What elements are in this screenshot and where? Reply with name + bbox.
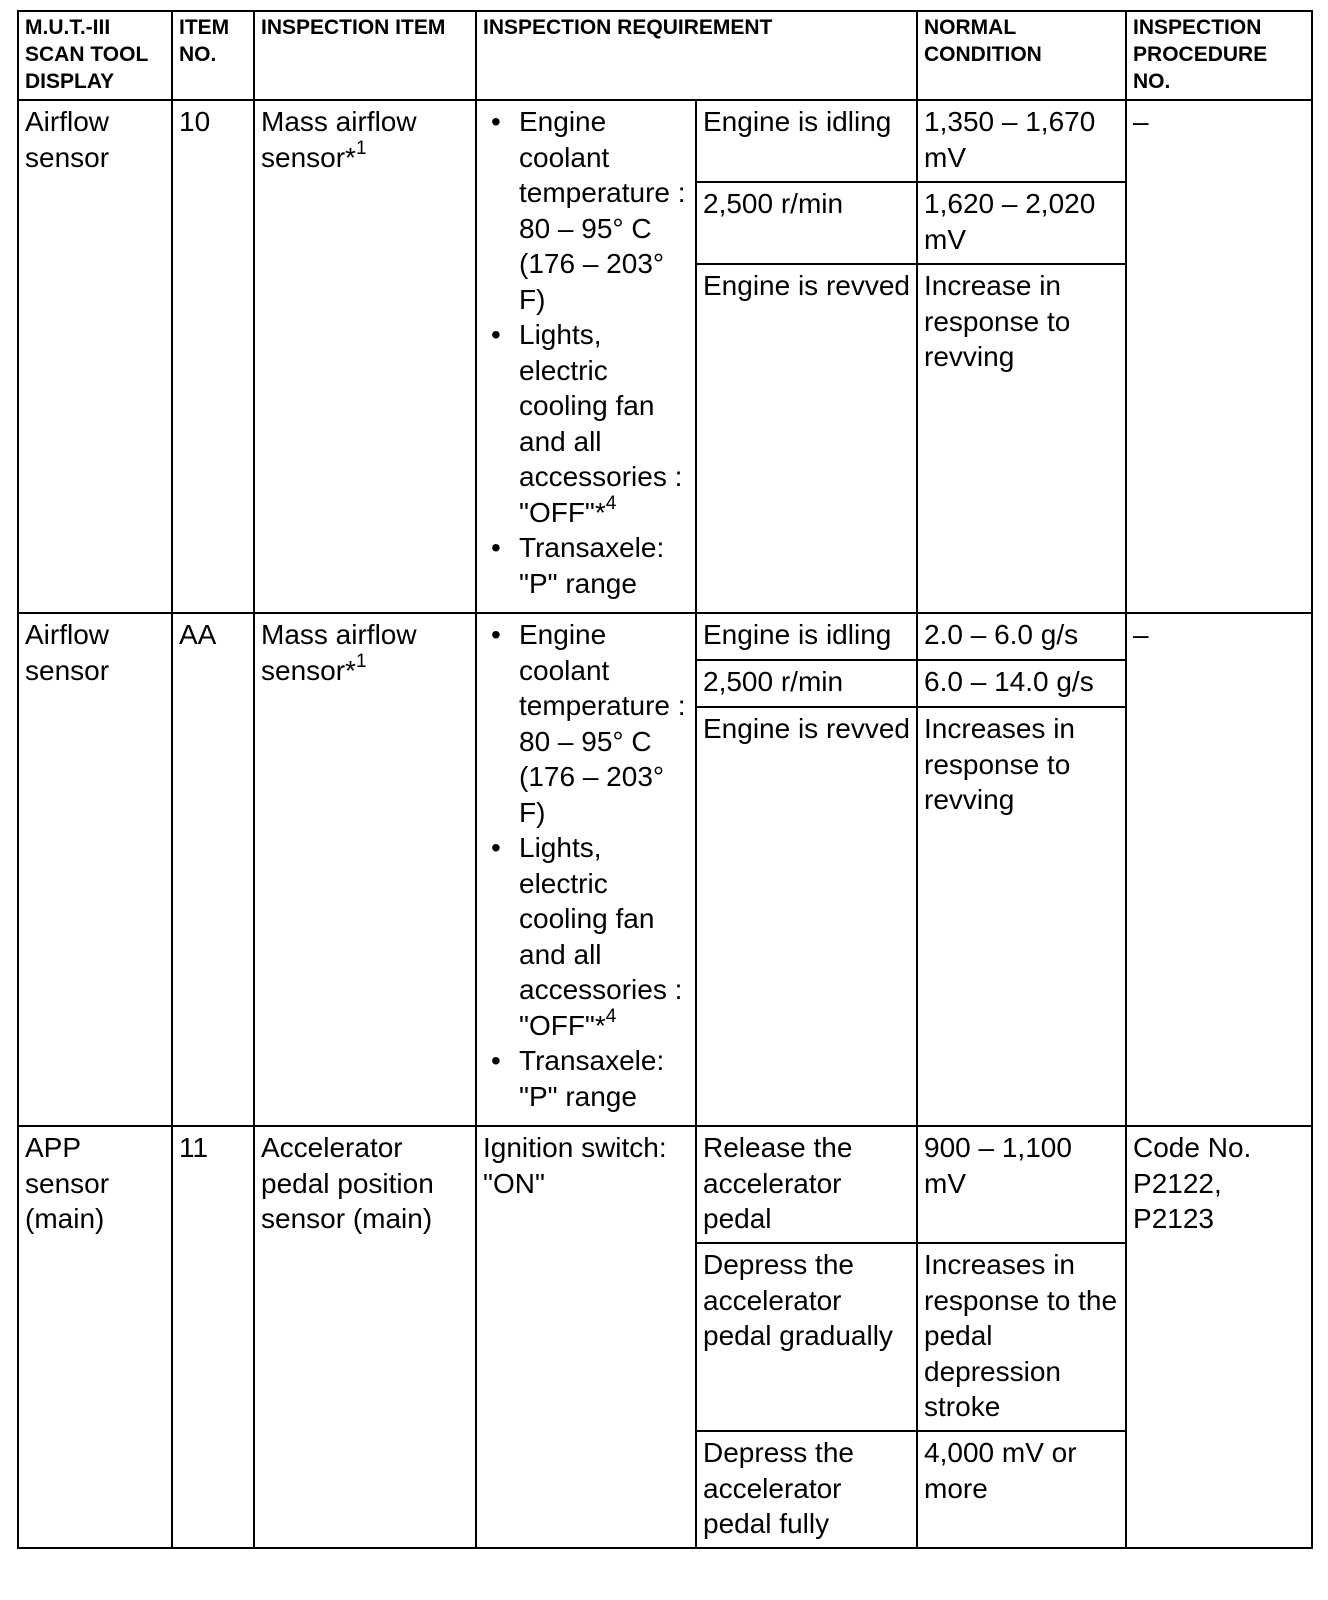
bullet-icon: • <box>491 532 501 563</box>
inspection-item-cell <box>254 100 476 613</box>
normal-condition-cell: 6.0 – 14.0 g/s <box>917 660 1126 707</box>
header-procedure-no: INSPECTION PROCEDURE NO. <box>1126 11 1312 100</box>
footnote-marker: 1 <box>355 137 367 159</box>
list-item <box>483 530 689 601</box>
normal-condition-cell: 4,000 mV or more <box>917 1431 1126 1548</box>
list-item <box>483 104 689 317</box>
condition-list-cell <box>476 613 696 1126</box>
requirement-cell: Engine is idling <box>696 613 917 660</box>
header-row <box>18 11 1312 100</box>
table-row <box>18 1126 1312 1243</box>
condition-list-cell <box>476 100 696 613</box>
list-item <box>483 317 689 530</box>
normal-condition-cell: Increase in response to revving <box>917 264 1126 613</box>
display-cell: Airflow sensor <box>18 613 172 1126</box>
footnote-marker: 1 <box>355 650 367 672</box>
condition-text: Lights, electric cooling fan and all accessories : "OFF"* <box>519 832 683 1041</box>
requirement-cell: Engine is idling <box>696 100 917 182</box>
bullet-icon: • <box>491 1045 501 1076</box>
list-item <box>483 1043 689 1114</box>
table-row <box>18 100 1312 182</box>
procedure-cell: – <box>1126 100 1312 613</box>
requirement-cell: Engine is revved <box>696 264 917 613</box>
condition-text: Engine coolant temperature : 80 – 95° C (176 – 203° F) <box>519 106 686 315</box>
normal-condition-cell: 900 – 1,100 mV <box>917 1126 1126 1243</box>
inspection-item-text: Mass airflow sensor* <box>261 619 417 686</box>
requirement-cell: 2,500 r/min <box>696 660 917 707</box>
footnote-marker: 4 <box>605 1005 617 1027</box>
requirement-cell: Release the accelerator pedal <box>696 1126 917 1243</box>
list-item <box>483 830 689 1043</box>
display-cell: APP sensor (main) <box>18 1126 172 1548</box>
bullet-icon: • <box>491 319 501 350</box>
normal-condition-cell: 2.0 – 6.0 g/s <box>917 613 1126 660</box>
condition-text: Engine coolant temperature : 80 – 95° C (176 – 203° F) <box>519 619 686 828</box>
requirement-cell: Depress the accelerator pedal fully <box>696 1431 917 1548</box>
display-cell: Airflow sensor <box>18 100 172 613</box>
item-no-cell: 10 <box>172 100 254 613</box>
bullet-icon: • <box>491 832 501 863</box>
condition-list <box>483 104 689 601</box>
bullet-icon: • <box>491 619 501 650</box>
normal-condition-cell: Increases in response to revving <box>917 707 1126 1126</box>
list-item <box>483 617 689 830</box>
header-inspection-requirement: INSPECTION REQUIREMENT <box>476 11 917 100</box>
condition-text: Transaxele: "P" range <box>519 1045 665 1112</box>
footnote-marker: 4 <box>605 492 617 514</box>
normal-condition-cell: 1,350 – 1,670 mV <box>917 100 1126 182</box>
header-item-no: ITEM NO. <box>172 11 254 100</box>
header-normal-condition: NORMAL CONDITION <box>917 11 1126 100</box>
normal-condition-cell: Increases in response to the pedal depression stroke <box>917 1243 1126 1431</box>
item-no-cell: 11 <box>172 1126 254 1548</box>
inspection-table <box>17 10 1313 1549</box>
inspection-item-cell <box>254 613 476 1126</box>
requirement-cell: Engine is revved <box>696 707 917 1126</box>
procedure-cell: – <box>1126 613 1312 1126</box>
requirement-cell: Depress the accelerator pedal gradually <box>696 1243 917 1431</box>
procedure-cell: Code No. P2122, P2123 <box>1126 1126 1312 1548</box>
condition-list <box>483 617 689 1114</box>
document-page <box>17 10 1311 1549</box>
bullet-icon: • <box>491 106 501 137</box>
inspection-item-text: Mass airflow sensor* <box>261 106 417 173</box>
inspection-item-cell: Accelerator pedal position sensor (main) <box>254 1126 476 1548</box>
condition-text: Lights, electric cooling fan and all accessories : "OFF"* <box>519 319 683 528</box>
condition-text: Transaxele: "P" range <box>519 532 665 599</box>
requirement-condition-cell: Ignition switch: "ON" <box>476 1126 696 1548</box>
header-inspection-item: INSPECTION ITEM <box>254 11 476 100</box>
item-no-cell: AA <box>172 613 254 1126</box>
normal-condition-cell: 1,620 – 2,020 mV <box>917 182 1126 264</box>
table-row <box>18 613 1312 660</box>
requirement-cell: 2,500 r/min <box>696 182 917 264</box>
header-scan-tool-display: M.U.T.-III SCAN TOOL DISPLAY <box>18 11 172 100</box>
